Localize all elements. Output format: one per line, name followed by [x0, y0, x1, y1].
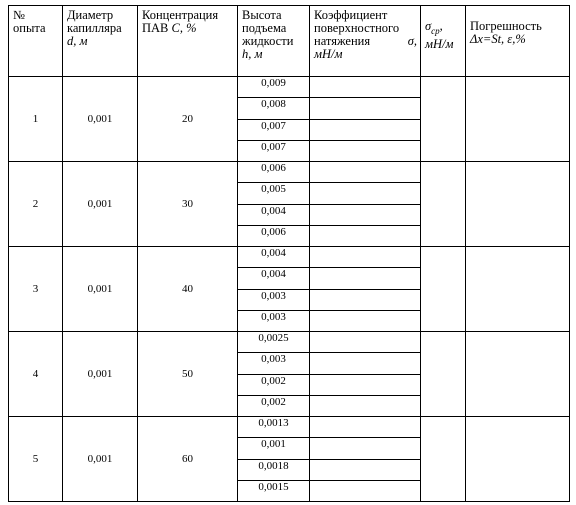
row-concentration-value: 50: [182, 368, 193, 380]
header-concentration-line2: ПАВ: [142, 21, 172, 35]
row-number-value: 1: [32, 113, 39, 125]
header-height: [237, 5, 310, 77]
height-value: 0,005: [261, 183, 286, 196]
row-diameter: [62, 161, 138, 247]
row-concentration: [137, 76, 238, 162]
row-number-value: 3: [32, 283, 39, 295]
height-value: 0,007: [261, 140, 286, 153]
header-diameter-unit: d, м: [67, 34, 88, 48]
height-value: 0,007: [261, 119, 286, 132]
header-diameter-line2: капилляра: [67, 21, 122, 35]
height-value: 0,001: [261, 438, 286, 451]
header-concentration-line1: Концентрация: [142, 8, 219, 22]
header-error-line1: Погрешность: [470, 19, 542, 33]
header-error: [465, 5, 570, 77]
height-value: 0,004: [261, 204, 286, 217]
row-concentration-value: 20: [182, 113, 193, 125]
row-concentration: [137, 416, 238, 502]
row-concentration: [137, 331, 238, 417]
row-concentration-value: 40: [182, 283, 193, 295]
row-sigma-avg: [420, 416, 466, 502]
row-frame: [237, 161, 421, 247]
row-concentration-value: 60: [182, 453, 193, 465]
row-diameter-value: 0,001: [87, 453, 113, 465]
height-value: 0,003: [261, 289, 286, 302]
height-value: 0,004: [261, 247, 286, 259]
row-error: [465, 76, 570, 162]
row-diameter: [62, 246, 138, 332]
row-diameter: [62, 76, 138, 162]
height-value: 0,006: [261, 225, 286, 238]
header-coefficient-unit: мН/м: [314, 47, 343, 61]
row-sigma-avg: [420, 246, 466, 332]
header-coefficient-symbol: σ,: [407, 34, 417, 48]
row-number: [8, 76, 63, 162]
row-diameter-value: 0,001: [87, 283, 113, 295]
height-value: 0,009: [261, 77, 286, 89]
row-number-value: 5: [32, 453, 39, 465]
row-number: [8, 416, 63, 502]
header-concentration-unit: C, %: [171, 21, 197, 35]
row-error: [465, 161, 570, 247]
header-coefficient-line3: натяжения: [314, 34, 371, 48]
height-value: 0,002: [261, 374, 286, 387]
header-sigma-symbol: σ: [425, 19, 432, 33]
row-diameter: [62, 331, 138, 417]
row-concentration-value: 30: [182, 198, 193, 210]
row-sigma-avg: [420, 76, 466, 162]
header-height-line2: подъема: [242, 21, 287, 35]
header-coefficient: [309, 5, 421, 77]
row-number: [8, 161, 63, 247]
header-sigma-avg: $\sigma_{ср}$, мН/м: [420, 5, 466, 77]
header-diameter-line1: Диаметр: [67, 8, 114, 22]
height-value: 0,002: [261, 395, 286, 408]
height-value: 0,0025: [258, 332, 289, 344]
row-diameter: [62, 416, 138, 502]
height-value: 0,004: [261, 268, 286, 281]
header-number: [8, 5, 63, 77]
row-error: [465, 246, 570, 332]
row-sigma-avg: [420, 331, 466, 417]
header-error-line2: Δx=St, ε,%: [470, 32, 526, 46]
row-number-value: 4: [32, 368, 39, 380]
row-diameter-value: 0,001: [87, 113, 113, 125]
header-coefficient-line2: поверхностного: [314, 21, 400, 35]
height-value: 0,003: [261, 310, 286, 323]
row-number: [8, 331, 63, 417]
row-number-value: 2: [32, 198, 39, 210]
header-sigma-unit: мН/м: [425, 36, 454, 51]
header-number-line2: опыта: [13, 21, 46, 35]
header-sigma-subscript: ср: [431, 25, 440, 36]
row-error: [465, 416, 570, 502]
header-height-line1: Высота: [242, 8, 282, 22]
height-value: 0,003: [261, 353, 286, 366]
header-concentration: [137, 5, 238, 77]
height-value: 0,008: [261, 98, 286, 111]
height-value: 0,006: [261, 162, 286, 174]
row-frame: [237, 246, 421, 332]
header-height-line3: жидкости: [242, 34, 294, 48]
row-frame: [237, 331, 421, 417]
height-value: 0,0013: [258, 417, 289, 429]
row-concentration: [137, 246, 238, 332]
row-frame: [237, 416, 421, 502]
height-value: 0,0018: [258, 459, 289, 472]
row-concentration: [137, 161, 238, 247]
row-error: [465, 331, 570, 417]
row-diameter-value: 0,001: [87, 198, 113, 210]
header-coefficient-line1: Коэффициент: [314, 8, 388, 22]
row-frame: [237, 76, 421, 162]
row-diameter-value: 0,001: [87, 368, 113, 380]
header-number-line1: №: [13, 8, 25, 22]
data-table: [8, 5, 570, 501]
height-value: 0,0015: [258, 480, 289, 493]
header-height-unit: h, м: [242, 47, 263, 61]
header-diameter: [62, 5, 138, 77]
row-number: [8, 246, 63, 332]
row-sigma-avg: [420, 161, 466, 247]
